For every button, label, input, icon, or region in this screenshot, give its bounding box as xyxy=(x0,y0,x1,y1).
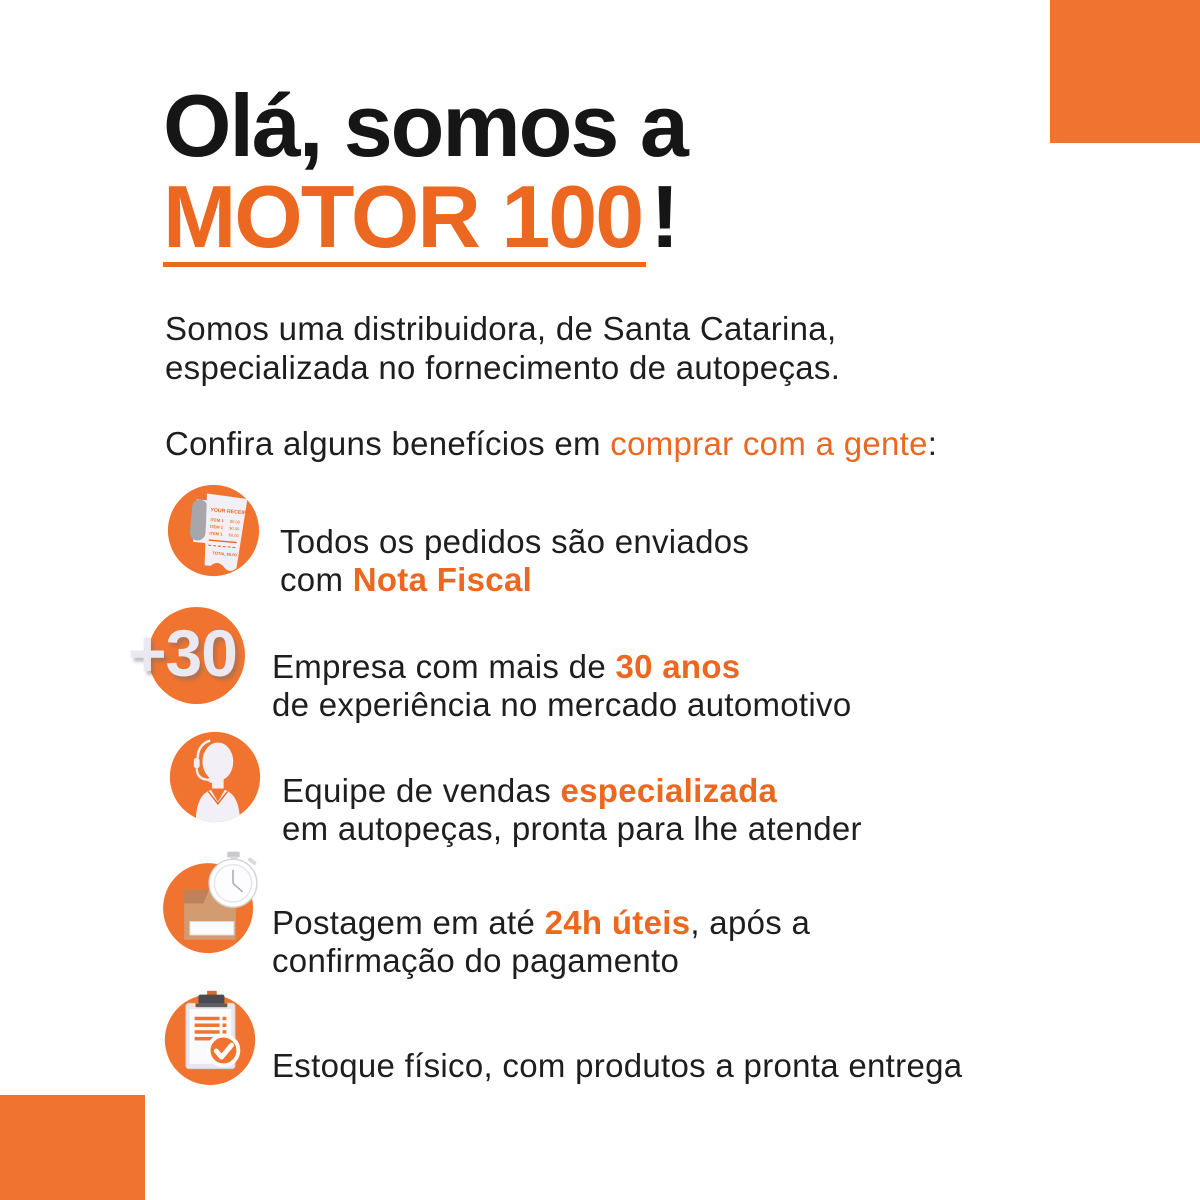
benefit-row-estoque xyxy=(0,982,1200,1112)
receipt-item-value: $0.00 xyxy=(229,525,240,532)
brand-name: MOTOR 100 xyxy=(163,172,646,267)
benefit-text-estoque: Estoque físico, com produtos a pronta entrega xyxy=(272,1047,963,1084)
benefit-row-nota-fiscal xyxy=(0,482,1200,612)
title-line2 xyxy=(163,167,687,267)
intro-line2: especializada no fornecimento de autopeças. xyxy=(165,349,841,386)
lead-prefix: Confira alguns benefícios em xyxy=(165,425,611,462)
intro-paragraph xyxy=(165,309,840,387)
benefit-row-equipe xyxy=(0,729,1200,859)
receipt-total-text: TOTAL $0.00 xyxy=(212,550,238,558)
receipt-icon xyxy=(165,482,262,584)
benefit-row-30-anos xyxy=(0,605,1200,735)
page-title xyxy=(163,76,687,267)
benefit-row-postagem xyxy=(0,844,1200,979)
benefit-text-postagem: Postagem em até 24h úteis, após a confirmação do pagamento xyxy=(272,904,811,979)
benefit-text-equipe: Equipe de vendas especializada em autopeças, pronta para lhe atender xyxy=(282,772,862,847)
clipboard-check-icon xyxy=(160,982,260,1095)
benefit-text-nota-fiscal: Todos os pedidos são enviados com Nota Fiscal xyxy=(280,523,750,598)
lead-highlight: comprar com a gente xyxy=(610,425,928,462)
receipt-item-value: $0.00 xyxy=(228,532,240,539)
title-exclamation: ! xyxy=(650,167,678,266)
lead-suffix: : xyxy=(927,425,938,462)
receipt-item-label: ITEM 1 xyxy=(209,530,223,537)
title-line1: Olá, somos a xyxy=(163,76,687,175)
receipt-item-label: ITEM 1 xyxy=(210,517,224,524)
top-right-orange-square xyxy=(1050,0,1200,143)
receipt-title-text: YOUR RECEIPT xyxy=(210,507,250,517)
plus-30-label: +30 xyxy=(128,616,237,690)
benefit-text-30-anos: Empresa com mais de 30 anos de experiência no mercado automotivo xyxy=(272,648,852,723)
receipt-item-label: ITEM 1 xyxy=(209,523,224,530)
support-agent-icon xyxy=(167,729,263,830)
benefits-lead xyxy=(165,424,937,463)
delivery-box-stopwatch-icon xyxy=(160,844,260,962)
intro-line1: Somos uma distribuidora, de Santa Catarina, xyxy=(165,310,837,347)
receipt-item-value: $0.00 xyxy=(229,518,241,525)
